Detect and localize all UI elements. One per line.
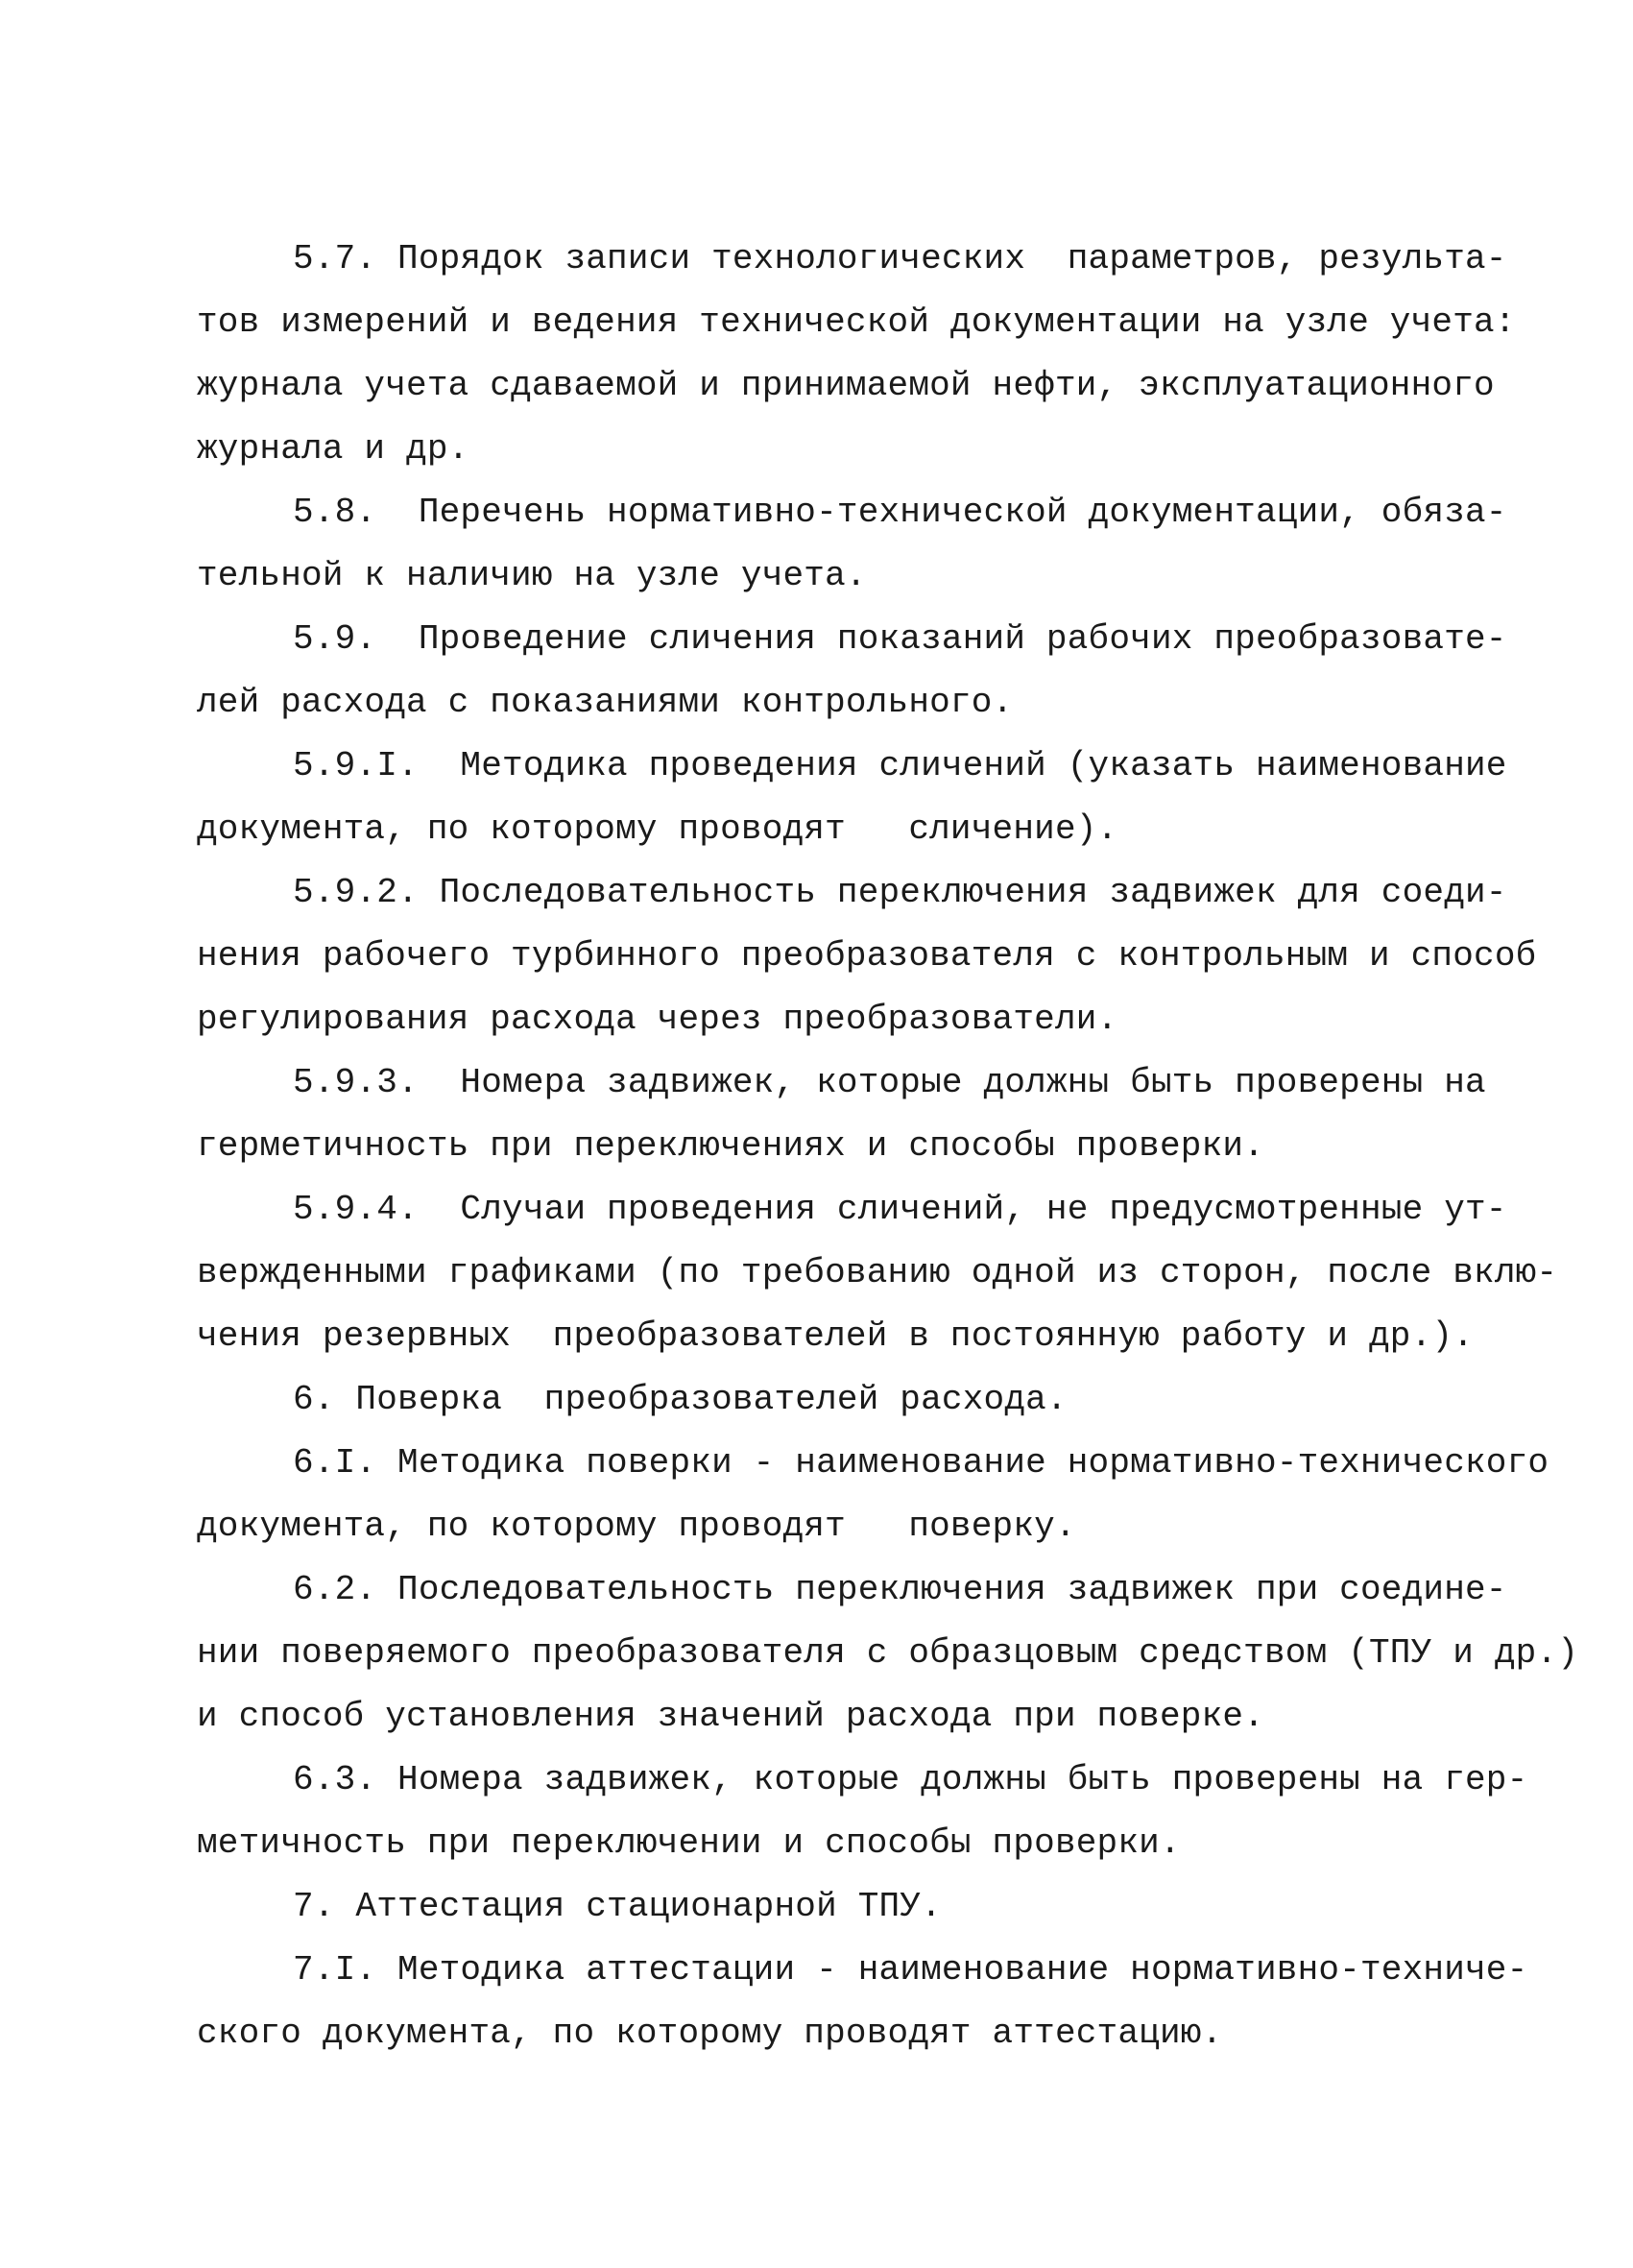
paragraph-5-9 <box>197 608 1507 735</box>
paragraph-line: нии поверяемого преобразователя с образцовым средством (ТПУ и др.) <box>197 1633 1579 1673</box>
paragraph-line: документа, по которому проводят сличение). <box>197 809 1118 849</box>
paragraph-line: тов измерений и ведения технической документации на узле учета: <box>197 302 1516 342</box>
paragraph-first-line: 6.2. Последовательность переключения задвижек при соедине- <box>293 1570 1507 1609</box>
document-body <box>197 228 1579 2065</box>
paragraph-first-line: 5.9. Проведение сличения показаний рабочих преобразовате- <box>293 619 1507 659</box>
paragraph-line: и способ установления значений расхода при поверке. <box>197 1697 1264 1736</box>
paragraph-first-line: 7.I. Методика аттестации - наименование нормативно-техниче- <box>293 1950 1528 1990</box>
paragraph-5-9-4 <box>197 1178 1558 1368</box>
paragraph-5-9-1 <box>197 735 1507 861</box>
paragraph-line: нения рабочего турбинного преобразователя с контрольным и способ <box>197 936 1537 976</box>
paragraph-first-line: 6.I. Методика поверки - наименование нормативно-технического <box>293 1443 1549 1483</box>
paragraph-line: журнала учета сдаваемой и принимаемой нефти, эксплуатационного <box>197 366 1495 405</box>
paragraph-first-line: 6.3. Номера задвижек, которые должны быть проверены на гер- <box>293 1760 1528 1799</box>
paragraph-first-line: 5.9.3. Номера задвижек, которые должны быть проверены на <box>293 1063 1486 1102</box>
paragraph-first-line: 6. Поверка преобразователей расхода. <box>293 1380 1068 1419</box>
paragraph-6-3 <box>197 1749 1528 1875</box>
paragraph-first-line: 5.9.2. Последовательность переключения задвижек для соеди- <box>293 873 1507 912</box>
paragraph-first-line: 5.9.4. Случаи проведения сличений, не предусмотренные ут- <box>293 1190 1507 1229</box>
paragraph-line: герметичность при переключениях и способы проверки. <box>197 1126 1264 1166</box>
paragraph-line: тельной к наличию на узле учета. <box>197 556 867 595</box>
paragraph-7-1 <box>197 1939 1528 2065</box>
paragraph-line: чения резервных преобразователей в постоянную работу и др.). <box>197 1316 1475 1356</box>
paragraph-line: ского документа, по которому проводят аттестацию. <box>197 2014 1223 2053</box>
paragraph-line: метичность при переключении и способы проверки. <box>197 1823 1181 1863</box>
paragraph-line: лей расхода с показаниями контрольного. <box>197 683 1014 722</box>
paragraph-5-8 <box>197 481 1507 608</box>
paragraph-line: вержденными графиками (по требованию одной из сторон, после вклю- <box>197 1253 1558 1292</box>
paragraph-6-2 <box>197 1558 1579 1749</box>
paragraph-first-line: 7. Аттестация стационарной ТПУ. <box>293 1887 942 1926</box>
paragraph-5-9-3 <box>197 1051 1486 1178</box>
paragraph-first-line: 5.7. Порядок записи технологических параметров, результа- <box>293 239 1507 278</box>
paragraph-line: журнала и др. <box>197 429 469 469</box>
paragraph-first-line: 5.9.I. Методика проведения сличений (указать наименование <box>293 746 1507 785</box>
paragraph-7 <box>197 1875 1445 1939</box>
paragraph-6-1 <box>197 1432 1549 1558</box>
paragraph-first-line: 5.8. Перечень нормативно-технической документации, обяза- <box>293 493 1507 532</box>
paragraph-5-9-2 <box>197 861 1537 1051</box>
paragraph-line: документа, по которому проводят поверку. <box>197 1507 1076 1546</box>
paragraph-6 <box>197 1368 1445 1432</box>
paragraph-line: регулирования расхода через преобразователи. <box>197 1000 1118 1039</box>
paragraph-5-7 <box>197 228 1516 481</box>
